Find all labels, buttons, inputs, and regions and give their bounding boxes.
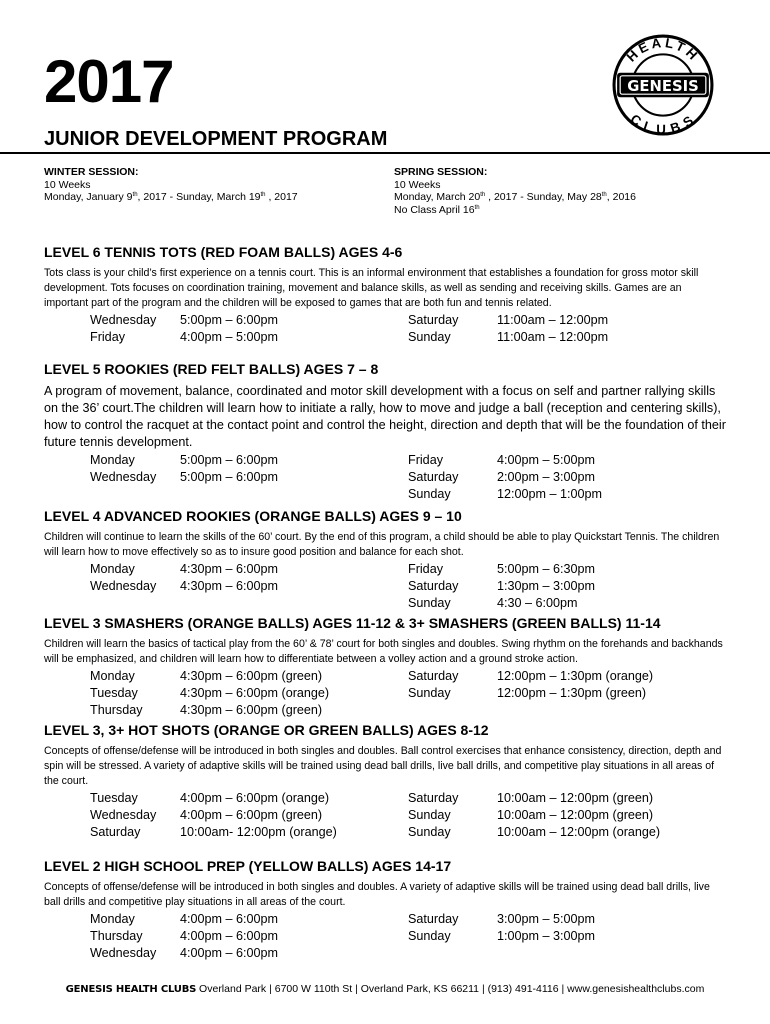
date-text: Monday, March 20 xyxy=(394,191,481,203)
schedule-time: 4:00pm – 5:00pm xyxy=(180,330,279,344)
schedule-row xyxy=(44,329,728,346)
schedule-time: 12:00pm – 1:30pm (orange) xyxy=(497,669,654,683)
schedule-day: Tuesday xyxy=(90,791,138,805)
schedule-row xyxy=(44,807,728,824)
schedule-row xyxy=(44,595,728,612)
schedule-row xyxy=(44,702,728,719)
schedule-time: 4:00pm – 5:00pm xyxy=(497,453,596,467)
schedule-time: 4:30pm – 6:00pm (green) xyxy=(180,703,323,717)
logo-bottom-text: CLUBS xyxy=(627,110,699,136)
level-schedule xyxy=(44,312,728,346)
level-description: A program of movement, balance, coordinated and motor skill development with a focus on self and partner rallying skills on the 36’ court.The children will learn how to initiate a rally, how to move and judge a ball (reception and centering skills), how to control the racquet at the contact point and control the height, direction and depth that will be the foundation of their future tennis development. xyxy=(44,384,726,449)
level-description: Concepts of offense/defense will be introduced in both singles and doubles. Ball control exercises that enhance consistency, direction, depth and spin will be stressed. A variety of adaptive skills will be trained using dead ball drills, live ball drills, and competitive play situations in all areas of the court. xyxy=(44,745,722,787)
level-section xyxy=(44,858,728,962)
winter-session-heading: WINTER SESSION: xyxy=(44,166,139,178)
schedule-row xyxy=(44,790,728,807)
schedule-row xyxy=(44,824,728,841)
schedule-time: 1:30pm – 3:00pm xyxy=(497,579,596,593)
level-section xyxy=(44,508,728,612)
date-text: No Class April 16 xyxy=(394,203,475,216)
schedule-row xyxy=(44,911,728,928)
schedule-time: 4:00pm – 6:00pm (green) xyxy=(180,808,323,822)
schedule-time: 10:00am- 12:00pm (orange) xyxy=(180,825,337,839)
schedule-time: 5:00pm – 6:00pm xyxy=(180,313,279,327)
level-title: LEVEL 6 TENNIS TOTS (RED FOAM BALLS) AGES 4-6 xyxy=(44,244,403,260)
schedule-time: 10:00am – 12:00pm (green) xyxy=(497,791,654,805)
date-suffix: th xyxy=(601,192,607,198)
schedule-time: 5:00pm – 6:00pm xyxy=(180,453,279,467)
schedule-day: Wednesday xyxy=(90,579,157,593)
level-title: LEVEL 3 SMASHERS (ORANGE BALLS) AGES 11-12 & 3+ SMASHERS (GREEN BALLS) 11-14 xyxy=(44,615,661,631)
schedule-time: 11:00am – 12:00pm xyxy=(497,330,609,344)
schedule-row xyxy=(44,486,728,503)
schedule-time: 3:00pm – 5:00pm xyxy=(497,912,596,926)
schedule-time: 5:00pm – 6:00pm xyxy=(180,470,279,484)
level-section xyxy=(44,615,728,719)
schedule-day: Sunday xyxy=(408,808,451,822)
schedule-time: 4:30pm – 6:00pm xyxy=(180,579,279,593)
date-suffix: th xyxy=(260,192,266,198)
winter-session-weeks: 10 Weeks xyxy=(44,178,91,191)
schedule-day: Sunday xyxy=(408,330,451,344)
level-title: LEVEL 5 ROOKIES (RED FELT BALLS) AGES 7 – 8 xyxy=(44,361,379,377)
genesis-health-clubs-logo xyxy=(612,34,714,136)
schedule-row xyxy=(44,928,728,945)
schedule-time: 12:00pm – 1:00pm xyxy=(497,487,603,501)
winter-session-dates xyxy=(44,191,298,204)
spring-session-dates xyxy=(394,191,636,204)
schedule-row xyxy=(44,312,728,329)
level-schedule xyxy=(44,561,728,612)
schedule-time: 4:00pm – 6:00pm xyxy=(180,929,279,943)
schedule-time: 4:30pm – 6:00pm (green) xyxy=(180,669,323,683)
level-title: LEVEL 2 HIGH SCHOOL PREP (YELLOW BALLS) AGES 14-17 xyxy=(44,858,452,874)
schedule-row xyxy=(44,561,728,578)
schedule-time: 5:00pm – 6:30pm xyxy=(497,562,596,576)
schedule-day: Saturday xyxy=(408,313,459,327)
level-title: LEVEL 4 ADVANCED ROOKIES (ORANGE BALLS) AGES 9 – 10 xyxy=(44,508,462,524)
schedule-day: Saturday xyxy=(408,912,459,926)
schedule-time: 4:30pm – 6:00pm (orange) xyxy=(180,686,330,700)
schedule-day: Monday xyxy=(90,453,135,467)
date-suffix: th xyxy=(474,204,480,211)
title-divider xyxy=(0,152,770,154)
footer-contact-text: Overland Park | 6700 W 110th St | Overland Park, KS 66211 | (913) 491-4116 | www.genesishealthclubs.com xyxy=(196,983,705,995)
level-title: LEVEL 3, 3+ HOT SHOTS (ORANGE OR GREEN BALLS) AGES 8-12 xyxy=(44,722,489,738)
winter-session xyxy=(44,166,298,204)
logo-name-text: GENESIS xyxy=(627,78,699,96)
schedule-day: Sunday xyxy=(408,686,451,700)
schedule-day: Sunday xyxy=(408,487,451,501)
schedule-day: Sunday xyxy=(408,596,451,610)
spring-no-class-note xyxy=(394,204,636,217)
schedule-day: Wednesday xyxy=(90,946,157,960)
date-suffix: th xyxy=(480,192,486,198)
year-heading: 2017 xyxy=(44,48,174,115)
schedule-time: 11:00am – 12:00pm xyxy=(497,313,609,327)
schedule-day: Saturday xyxy=(408,791,459,805)
schedule-day: Friday xyxy=(408,562,443,576)
schedule-row xyxy=(44,668,728,685)
schedule-day: Friday xyxy=(408,453,443,467)
spring-session-heading: SPRING SESSION: xyxy=(394,166,488,178)
logo-top-text: HEALTH xyxy=(623,34,703,65)
schedule-row xyxy=(44,578,728,595)
level-section xyxy=(44,722,728,841)
level-description: Children will learn the basics of tactical play from the 60’ & 78’ court for both singles and doubles. Swing rhythm on the forehands and backhands will be emphasized, and children will learn how to differentiate between a volley action and a ground stroke action. xyxy=(44,638,723,665)
schedule-time: 1:00pm – 3:00pm xyxy=(497,929,596,943)
schedule-day: Saturday xyxy=(90,825,141,839)
schedule-day: Wednesday xyxy=(90,808,157,822)
level-description: Tots class is your child’s first experience on a tennis court. This is an informal environment that establishes a foundation for gross motor skill development. Tots focuses on coordination training, movement and balance skills, as well as sending and receiving skills. Games are an important part of the program and the children will be exposed to games that are both fun and tennis related. xyxy=(44,267,699,309)
schedule-row xyxy=(44,945,728,962)
schedule-day: Wednesday xyxy=(90,470,157,484)
footer xyxy=(0,983,770,995)
spring-session-weeks: 10 Weeks xyxy=(394,178,441,191)
program-title: JUNIOR DEVELOPMENT PROGRAM xyxy=(44,128,388,150)
date-suffix: th xyxy=(132,192,138,198)
date-text: , 2017 - Sunday, May 28 xyxy=(485,191,602,203)
spring-session xyxy=(394,166,636,216)
date-text: Monday, January 9 xyxy=(44,191,133,203)
level-schedule xyxy=(44,668,728,719)
schedule-day: Thursday xyxy=(90,703,143,717)
schedule-day: Monday xyxy=(90,669,135,683)
level-section xyxy=(44,361,728,503)
schedule-time: 12:00pm – 1:30pm (green) xyxy=(497,686,647,700)
schedule-day: Saturday xyxy=(408,579,459,593)
schedule-day: Wednesday xyxy=(90,313,157,327)
schedule-day: Monday xyxy=(90,912,135,926)
schedule-day: Sunday xyxy=(408,825,451,839)
schedule-day: Saturday xyxy=(408,669,459,683)
schedule-time: 10:00am – 12:00pm (green) xyxy=(497,808,654,822)
schedule-day: Tuesday xyxy=(90,686,138,700)
schedule-row xyxy=(44,452,728,469)
schedule-time: 4:00pm – 6:00pm xyxy=(180,912,279,926)
schedule-time: 2:00pm – 3:00pm xyxy=(497,470,596,484)
schedule-row xyxy=(44,469,728,486)
level-schedule xyxy=(44,452,728,503)
level-schedule xyxy=(44,911,728,962)
level-description: Concepts of offense/defense will be introduced in both singles and doubles. A variety of adaptive skills will be trained using dead ball drills, live ball drills and competitive play situations in all areas of the court. xyxy=(44,881,710,908)
date-text: , 2017 - Sunday, March 19 xyxy=(137,191,261,203)
schedule-day: Friday xyxy=(90,330,125,344)
schedule-time: 4:30 – 6:00pm xyxy=(497,596,578,610)
schedule-time: 4:00pm – 6:00pm xyxy=(180,946,279,960)
date-text: , 2017 xyxy=(265,191,298,203)
schedule-time: 10:00am – 12:00pm (orange) xyxy=(497,825,661,839)
schedule-row xyxy=(44,685,728,702)
date-text: , 2016 xyxy=(606,191,636,203)
schedule-time: 4:30pm – 6:00pm xyxy=(180,562,279,576)
level-description: Children will continue to learn the skills of the 60’ court. By the end of this program, a child should be able to play Quickstart Tennis. The children will learn how to move effectively so as to insure good position and balance for each shot. xyxy=(44,531,720,558)
schedule-day: Saturday xyxy=(408,470,459,484)
schedule-time: 4:00pm – 6:00pm (orange) xyxy=(180,791,330,805)
schedule-day: Monday xyxy=(90,562,135,576)
schedule-day: Thursday xyxy=(90,929,143,943)
footer-brand: GENESIS HEALTH CLUBS xyxy=(65,984,197,995)
level-section xyxy=(44,244,728,346)
schedule-day: Sunday xyxy=(408,929,451,943)
level-schedule xyxy=(44,790,728,841)
